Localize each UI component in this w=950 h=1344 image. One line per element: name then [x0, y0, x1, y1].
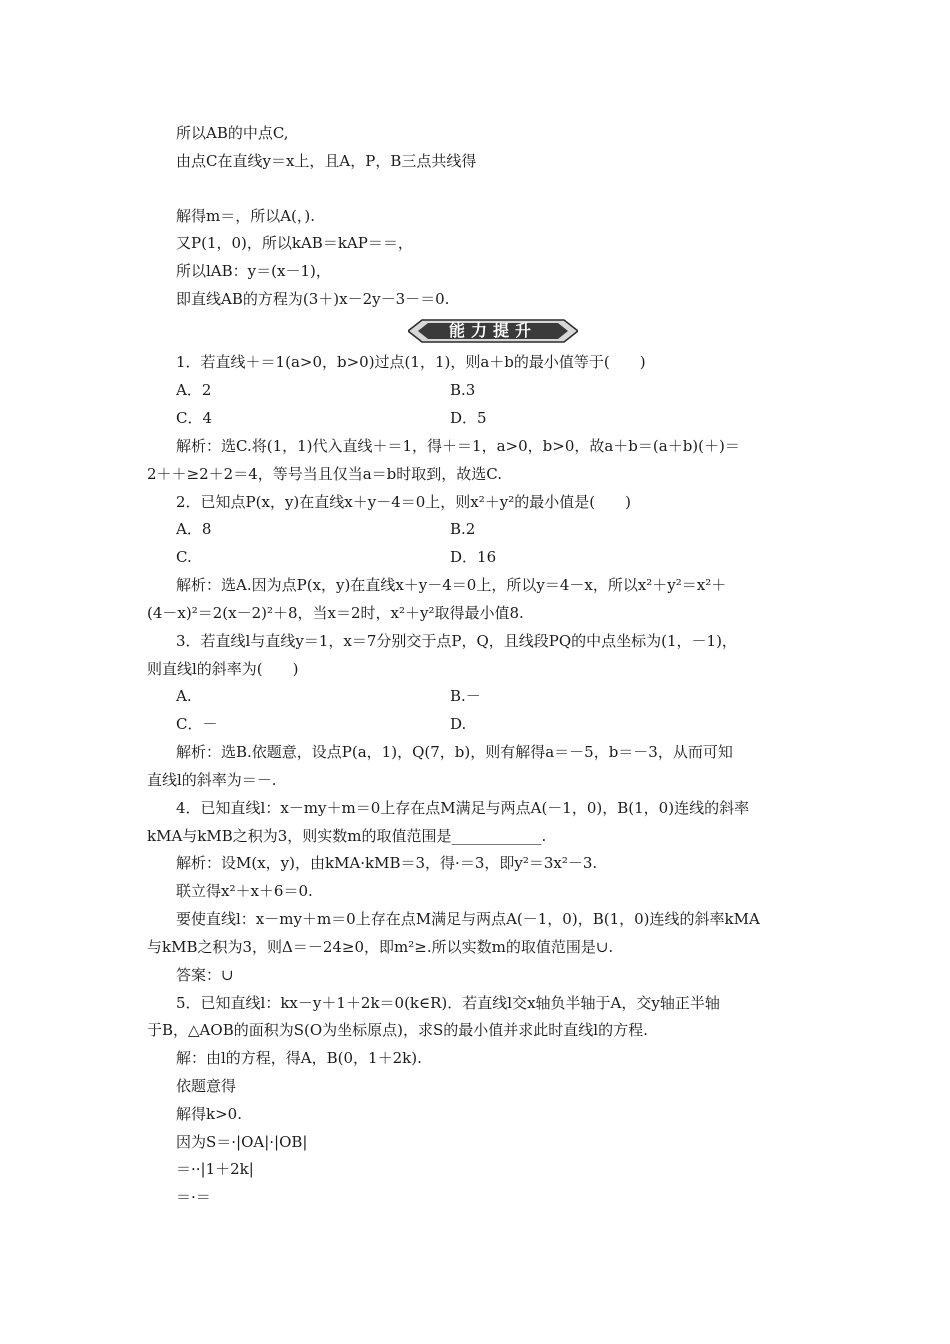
text-line: 所以AB的中点C, — [176, 124, 289, 142]
question-4-stem: 4．已知直线l：x－my＋m＝0上存在点M满足与两点A(－1，0)，B(1，0)连线的斜率 — [176, 799, 750, 817]
solution-line: 与kMB之积为3，则Δ＝－24≥0，即m²≥.所以实数m的取值范围是∪. — [147, 938, 614, 956]
text-line: 由点C在直线y＝x上，且A，P，B三点共线得 — [176, 152, 477, 170]
question-5-stem: 于B，△AOB的面积为S(O为坐标原点)，求S的最小值并求此时直线l的方程. — [147, 1021, 648, 1039]
solution-line: 要使直线l：x－my＋m＝0上存在点M满足与两点A(－1，0)，B(1，0)连线的斜率kMA — [176, 910, 760, 928]
question-4-stem: kMA与kMB之积为3，则实数m的取值范围是____________. — [147, 827, 547, 845]
solution-line: 解：由l的方程，得A，B(0，1＋2k). — [176, 1049, 422, 1067]
options-row — [0, 404, 950, 432]
text-line: 所以lAB：y＝(x－1)， — [176, 262, 331, 280]
question-5-stem: 5．已知直线l：kx－y＋1＋2k＝0(k∈R)．若直线l交x轴负半轴于A，交y轴正半轴 — [176, 994, 720, 1012]
solution-line: 解析：选B.依题意，设点P(a，1)，Q(7，b)，则有解得a＝－5，b＝－3，从而可知 — [176, 743, 733, 761]
solution-line: 解析：设M(x，y)，由kMA·kMB＝3，得·＝3，即y²＝3x²－3. — [176, 854, 598, 872]
options-row — [0, 682, 950, 710]
solution-line: 2＋＋≥2＋2＝4，等号当且仅当a＝b时取到，故选C. — [147, 465, 502, 483]
question-2-stem: 2．已知点P(x，y)在直线x＋y－4＝0上，则x²＋y²的最小值是( ) — [176, 493, 631, 511]
solution-line: (4－x)²＝2(x－2)²＋8，当x＝2时，x²＋y²取得最小值8. — [147, 604, 524, 622]
text-line: 解得m＝，所以A(，). — [176, 207, 316, 225]
options-row — [0, 376, 950, 404]
answer-line: 答案：∪ — [176, 966, 234, 984]
option-c: C．－ — [176, 715, 218, 733]
option-d: D．5 — [450, 409, 487, 427]
option-b: B.2 — [450, 520, 476, 538]
text-line: 即直线AB的方程为(3＋)x－2y－3－＝0. — [176, 290, 450, 308]
solution-line: 解得k>0. — [176, 1105, 242, 1123]
solution-line: 解析：选A.因为点P(x，y)在直线x＋y－4＝0上，所以y＝4－x，所以x²＋y²＝x²＋ — [176, 576, 727, 594]
solution-line: 直线l的斜率为＝－. — [147, 771, 277, 789]
option-d: D. — [450, 715, 467, 733]
option-d: D．16 — [450, 548, 497, 566]
question-1-stem: 1．若直线＋＝1(a>0，b>0)过点(1，1)，则a＋b的最小值等于( ) — [176, 353, 646, 371]
text-line: 又P(1，0)，所以kAB＝kAP＝＝， — [176, 234, 413, 252]
solution-line: ＝·＝ — [176, 1188, 211, 1206]
solution-line: 依题意得 — [176, 1077, 237, 1095]
option-a: A. — [176, 687, 192, 705]
options-row — [0, 515, 950, 543]
solution-line: 联立得x²＋x＋6＝0. — [176, 882, 313, 900]
options-row — [0, 543, 950, 571]
option-b: B.3 — [450, 381, 476, 399]
solution-line: 解析：选C.将(1，1)代入直线＋＝1，得＋＝1，a>0，b>0，故a＋b＝(a＋b)(＋)＝ — [176, 437, 740, 455]
options-row — [0, 710, 950, 738]
banner-title: 能力提升 — [448, 321, 537, 340]
question-3-stem: 3．若直线l与直线y＝1，x＝7分别交于点P，Q，且线段PQ的中点坐标为(1，－1)， — [176, 632, 737, 650]
solution-line: ＝··|1＋2k| — [176, 1160, 254, 1178]
option-b: B.－ — [450, 687, 481, 705]
section-banner — [408, 318, 578, 344]
option-c: C. — [176, 548, 192, 566]
option-c: C．4 — [176, 409, 213, 427]
solution-line: 因为S＝·|OA|·|OB| — [176, 1133, 308, 1151]
option-a: A．8 — [176, 520, 212, 538]
question-3-stem: 则直线l的斜率为( ) — [147, 660, 299, 678]
option-a: A．2 — [176, 381, 212, 399]
